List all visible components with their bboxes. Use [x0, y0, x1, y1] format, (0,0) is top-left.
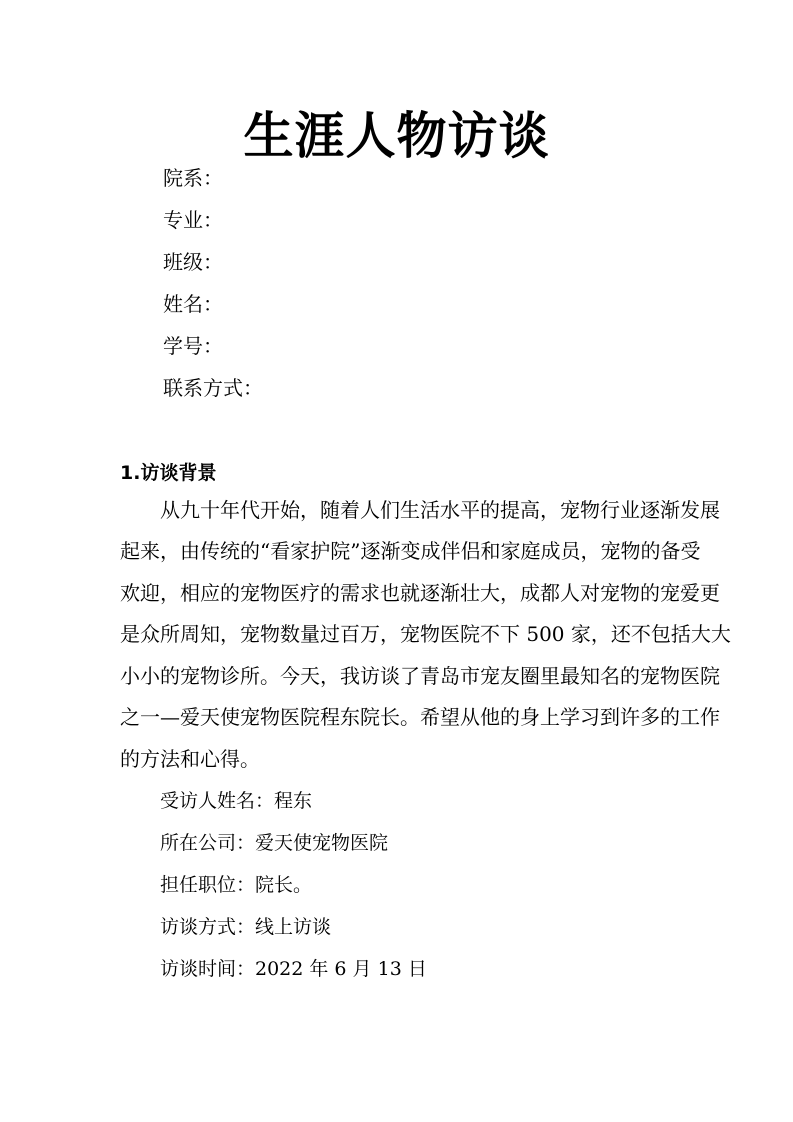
- paragraph-line: 之一—爱天使宠物医院程东院长。希望从他的身上学习到许多的工作: [120, 705, 720, 729]
- field-class: 班级：: [163, 250, 223, 274]
- field-name: 姓名：: [163, 292, 223, 316]
- field-contact: 联系方式：: [163, 376, 263, 400]
- paragraph-line: 的方法和心得。: [120, 747, 260, 771]
- paragraph-line: 从九十年代开始，随着人们生活水平的提高，宠物行业逐渐发展: [160, 498, 720, 522]
- paragraph-line: 是众所周知，宠物数量过百万，宠物医院不下 500 家，还不包括大大: [120, 622, 731, 646]
- field-student-id: 学号：: [163, 334, 223, 358]
- field-department: 院系：: [163, 166, 223, 190]
- interviewee-position: 担任职位：院长。: [160, 874, 313, 896]
- interviewee-company: 所在公司：爱天使宠物医院: [160, 832, 389, 854]
- field-major: 专业：: [163, 208, 223, 232]
- section-heading: 1.访谈背景: [120, 462, 217, 484]
- interview-date: 访谈时间：2022 年 6 月 13 日: [160, 958, 427, 980]
- document-title: 生涯人物访谈: [243, 107, 550, 165]
- paragraph-line: 欢迎，相应的宠物医疗的需求也就逐渐壮大，成都人对宠物的宠爱更: [120, 581, 720, 605]
- interviewee-name: 受访人姓名：程东: [160, 790, 313, 812]
- interview-method: 访谈方式：线上访谈: [160, 916, 332, 938]
- paragraph-line: 起来，由传统的“看家护院”逐渐变成伴侣和家庭成员，宠物的备受: [120, 539, 701, 563]
- paragraph-line: 小小的宠物诊所。今天，我访谈了青岛市宠友圈里最知名的宠物医院: [120, 664, 720, 688]
